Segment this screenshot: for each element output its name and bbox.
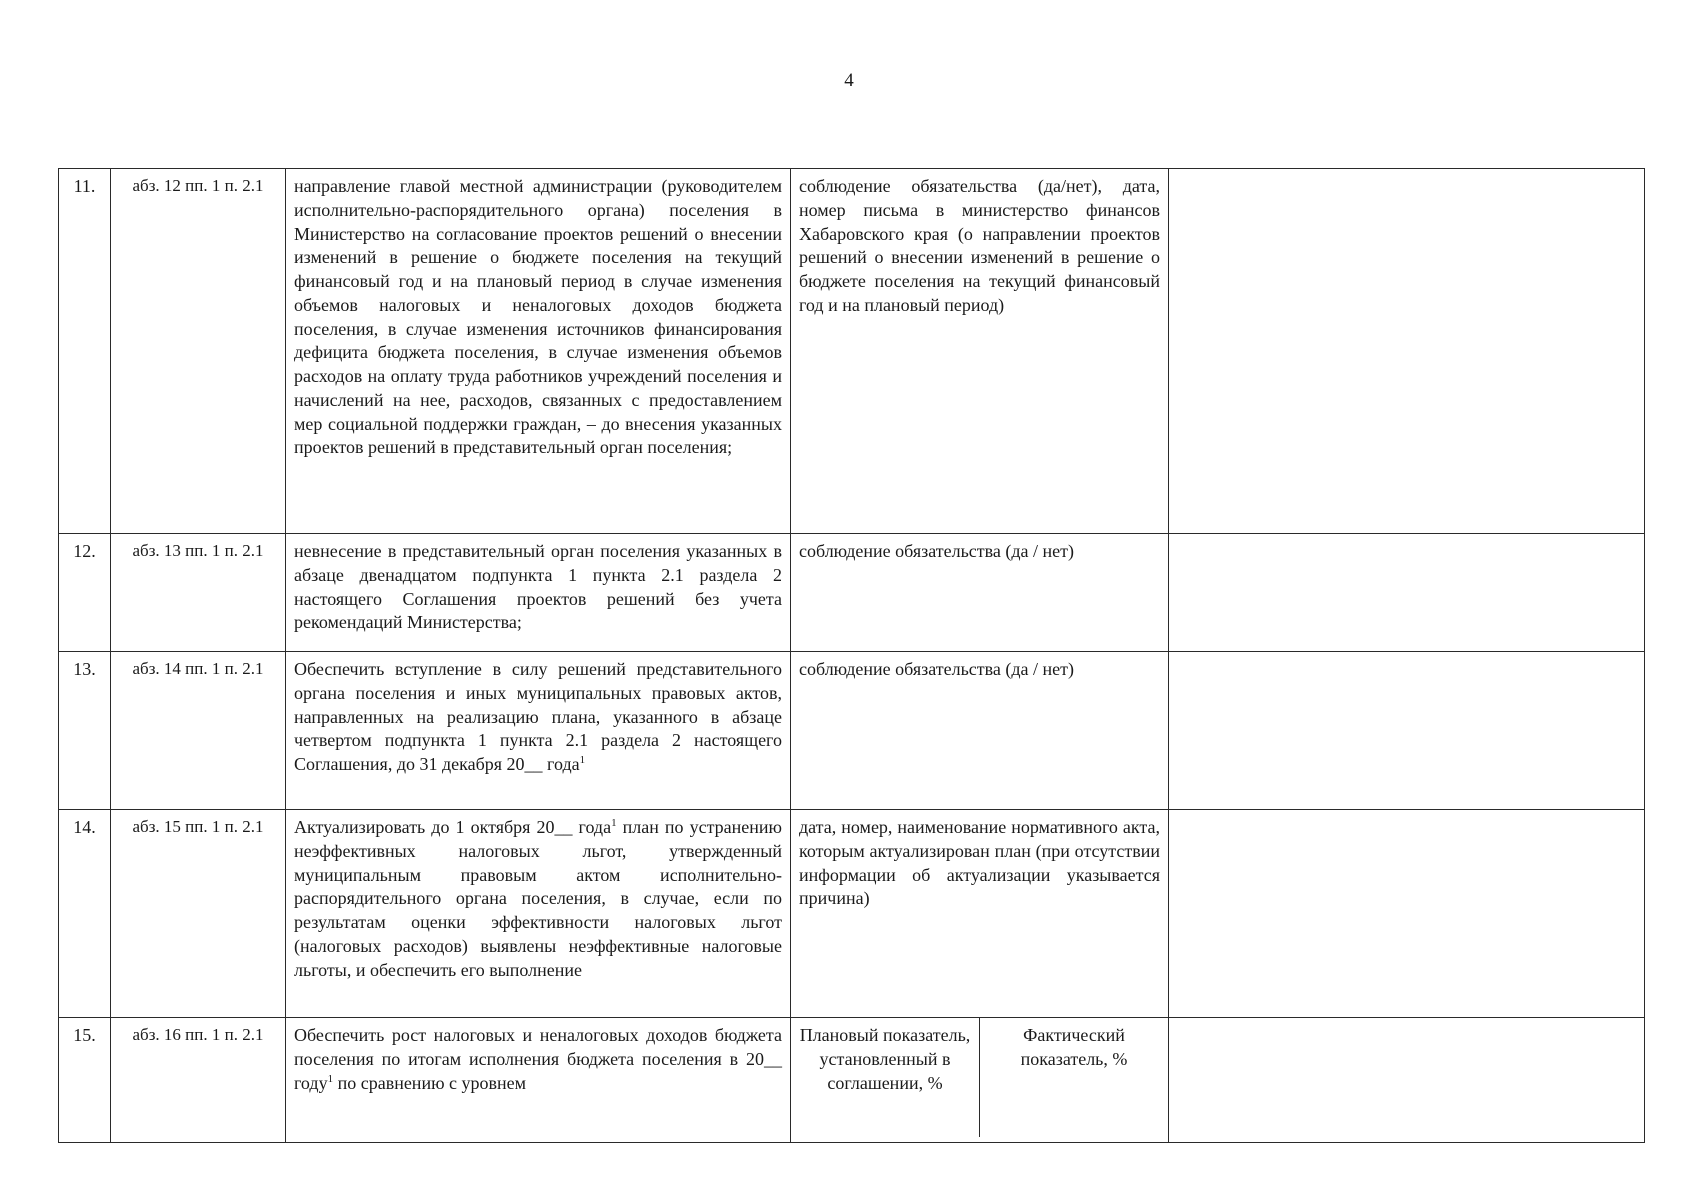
table-row: [59, 810, 1645, 1018]
row-description-text-cont: по сравнению с уровнем: [333, 1072, 527, 1093]
obligations-table: [58, 168, 1645, 1143]
row-criterion: соблюдение обязательства (да/нет), дата, номер письма в министерство финансов Хабаровского края (о направлении проектов решений о внесении изменений в решение о бюджете поселения на текущий финансовый год и на плановый период): [791, 169, 1169, 534]
indicator-cell: [791, 1018, 1169, 1143]
row-description: [286, 1018, 791, 1143]
footnote-mark: 1: [579, 754, 586, 766]
footnote-mark: 1: [611, 817, 617, 829]
row-number: 14.: [59, 810, 111, 1018]
row-criterion: соблюдение обязательства (да / нет): [791, 652, 1169, 810]
actual-indicator-label: Фактический показатель, %: [1020, 1025, 1128, 1069]
row-criterion: дата, номер, наименование нормативного акта, которым актуализирован план (при отсутствии информации об актуализации указывается причина): [791, 810, 1169, 1018]
row-description-text-cont: план по устранению неэффективных налоговых льгот, утвержденный муниципальным правовым актом исполнительно-распорядительного органа поселения, в случае, если по результатам оценки эффективности налоговых льгот (налоговых расходов) выявлены неэффективные налоговые льготы, и обеспечить его выполнение: [294, 817, 782, 980]
row-result-cell: [1169, 169, 1645, 534]
row-number: 11.: [59, 169, 111, 534]
footnote-mark: 1: [327, 1072, 334, 1085]
row-reference: абз. 14 пп. 1 п. 2.1: [111, 652, 286, 810]
row-result-cell: [1169, 652, 1645, 810]
row-result-cell: [1169, 534, 1645, 652]
page-number: 4: [844, 70, 854, 91]
table-row: [59, 534, 1645, 652]
row-number: 12.: [59, 534, 111, 652]
row-description: [286, 652, 791, 810]
row-number: 15.: [59, 1018, 111, 1143]
row-description-text: Обеспечить вступление в силу решений представительного органа поселения и иных муниципальных правовых актов, направленных на реализацию плана, указанного в абзаце четвертом подпункта 1 пункта 2.1 раздела 2 настоящего Соглашения, до 31 декабря 20__ года: [294, 659, 782, 774]
planned-indicator-label: Плановый показатель, установленный в соглашении, %: [791, 1018, 980, 1137]
table-row: [59, 169, 1645, 534]
table-row: [59, 652, 1645, 810]
row-criterion: соблюдение обязательства (да / нет): [791, 534, 1169, 652]
row-description: невнесение в представительный орган поселения указанных в абзаце двенадцатом подпункта 1 пункта 2.1 раздела 2 настоящего Соглашения проектов решений без учета рекомендаций Министерства;: [286, 534, 791, 652]
table-row: [59, 1018, 1645, 1143]
row-description: [286, 810, 791, 1018]
row-result-cell: [1169, 810, 1645, 1018]
row-description: направление главой местной администрации (руководителем исполнительно-распорядительного органа) поселения в Министерство на согласование проектов решений о внесении изменений в решение о бюджете поселения на текущий финансовый год и на плановый период в случае изменения объемов налоговых и неналоговых доходов бюджета поселения, в случае изменения источников финансирования дефицита бюджета поселения, в случае изменения объемов расходов на оплату труда работников учреждений поселения и начислений на нее, расходов, связанных с предоставлением мер социальной поддержки граждан, – до внесения указанных проектов решений в представительный орган поселения;: [286, 169, 791, 534]
indicator-split: [791, 1018, 1168, 1137]
row-reference: абз. 12 пп. 1 п. 2.1: [111, 169, 286, 534]
row-result-cell: [1169, 1018, 1645, 1143]
row-description-text: Обеспечить рост налоговых и неналоговых доходов бюджета поселения по итогам исполнения бюджета поселения в 20__ году: [294, 1025, 782, 1093]
row-reference: абз. 15 пп. 1 п. 2.1: [111, 810, 286, 1018]
row-reference: абз. 13 пп. 1 п. 2.1: [111, 534, 286, 652]
row-description-text: Актуализировать до 1 октября 20__ года: [294, 817, 612, 837]
row-number: 13.: [59, 652, 111, 810]
row-reference: абз. 16 пп. 1 п. 2.1: [111, 1018, 286, 1143]
